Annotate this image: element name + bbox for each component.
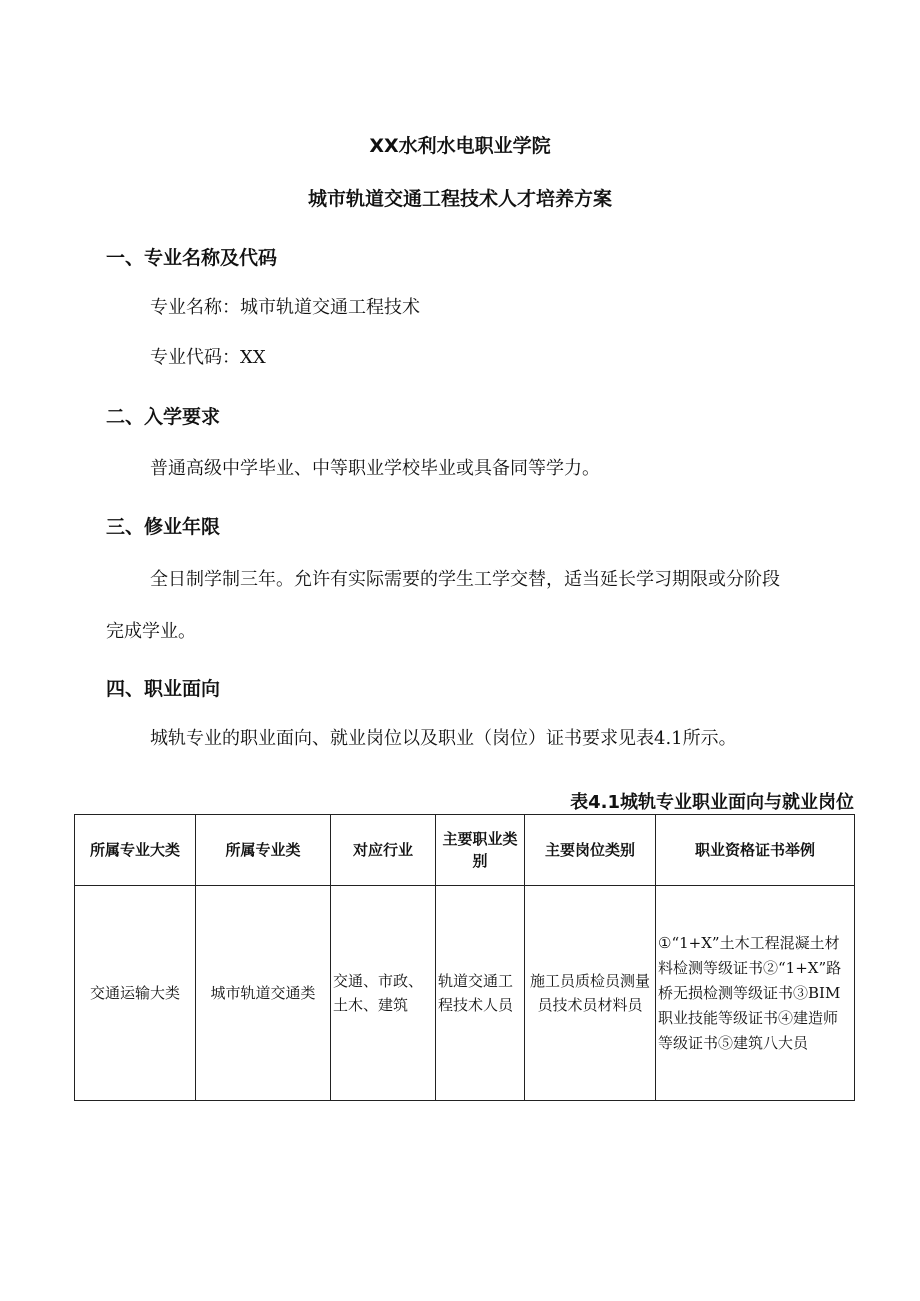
cell-industry: 交通、市政、土木、建筑 <box>331 886 436 1101</box>
header-certificates: 职业资格证书举例 <box>656 815 855 886</box>
header-industry: 对应行业 <box>331 815 436 886</box>
duration-text-line1: 全日制学制三年。允许有实际需要的学生工学交替，适当延长学习期限或分阶段 <box>150 569 780 590</box>
section-heading-career: 四、职业面向 <box>106 678 221 700</box>
section-heading-duration: 三、修业年限 <box>106 516 221 538</box>
table-caption: 表4.1城轨专业职业面向与就业岗位 <box>570 792 854 813</box>
cell-major-category: 交通运输大类 <box>75 886 196 1101</box>
table-row <box>75 886 855 1101</box>
document-title: 城市轨道交通工程技术人才培养方案 <box>307 188 612 210</box>
table-header-row <box>75 815 855 886</box>
section-heading-major: 一、专业名称及代码 <box>106 247 278 269</box>
school-name: XX水利水电职业学院 <box>369 135 551 157</box>
section-heading-admission: 二、入学要求 <box>106 406 221 428</box>
cell-major-class: 城市轨道交通类 <box>196 886 331 1101</box>
major-code-line: 专业代码：XX <box>150 347 266 368</box>
major-name-line: 专业名称：城市轨道交通工程技术 <box>150 297 420 318</box>
header-major-category: 所属专业大类 <box>75 815 196 886</box>
header-major-class: 所属专业类 <box>196 815 331 886</box>
career-text: 城轨专业的职业面向、就业岗位以及职业（岗位）证书要求见表4.1所示。 <box>150 728 737 749</box>
career-table <box>74 814 855 1101</box>
header-occupation: 主要职业类别 <box>436 815 525 886</box>
admission-text: 普通高级中学毕业、中等职业学校毕业或具备同等学力。 <box>150 458 600 479</box>
cell-positions: 施工员质检员测量员技术员材料员 <box>525 886 656 1101</box>
cell-occupation: 轨道交通工程技术人员 <box>436 886 525 1101</box>
header-positions: 主要岗位类别 <box>525 815 656 886</box>
cell-certificates: ①“1+X”土木工程混凝土材料检测等级证书②“1+X”路桥无损检测等级证书③BIM职业技能等级证书④建造师等级证书⑤建筑八大员 <box>656 886 855 1101</box>
duration-text-line2: 完成学业。 <box>106 621 196 642</box>
